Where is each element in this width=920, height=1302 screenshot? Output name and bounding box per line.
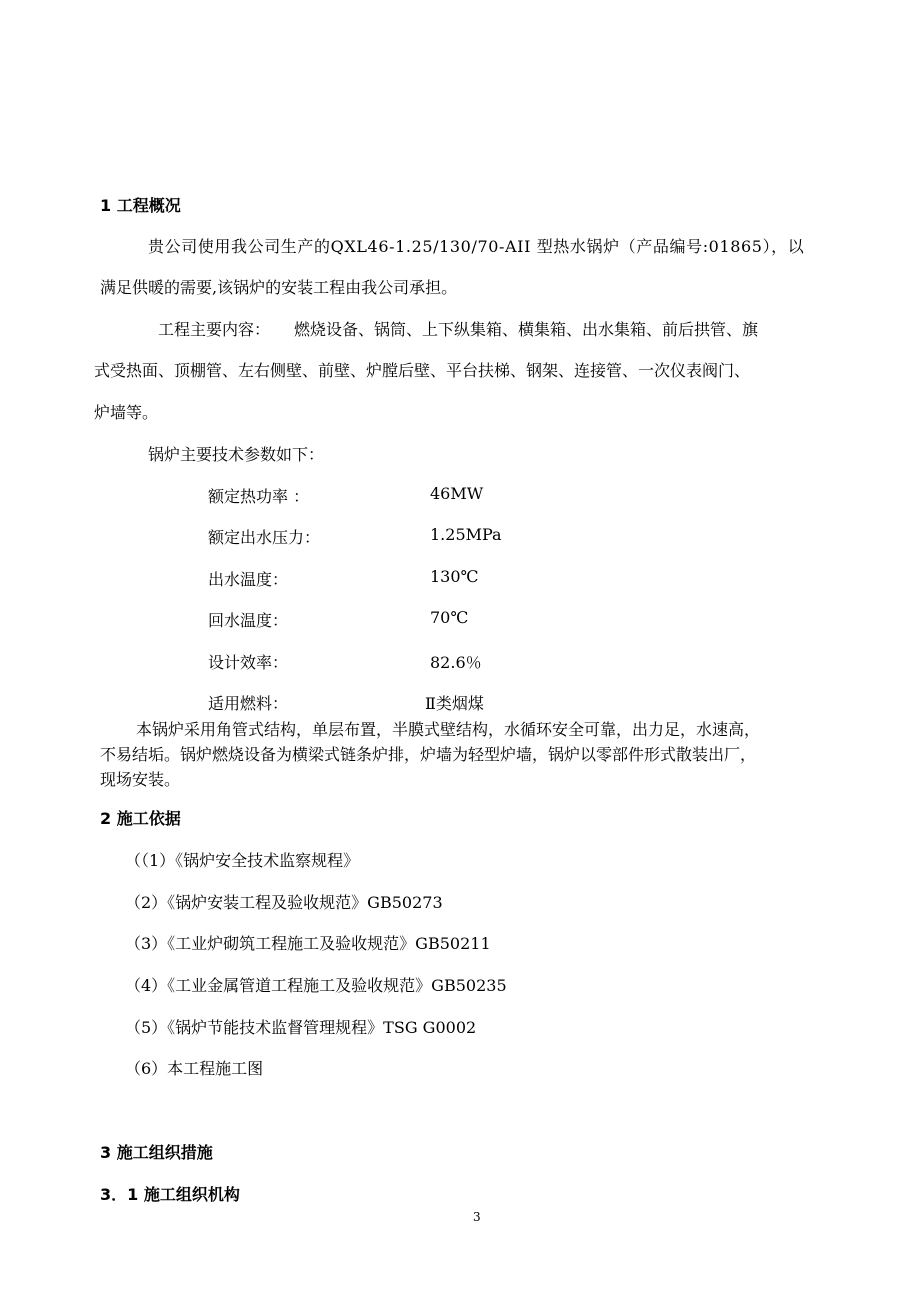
intro-paragraph-line-1: 贵公司使用我公司生产的QXL46-1.25/130/70-AII 型热水锅炉（产品编号:01865），以	[148, 237, 805, 256]
param-label: 回水温度：	[208, 611, 289, 630]
reference-item: （（1）《锅炉安全技术监察规程》	[125, 851, 360, 870]
param-label: 出水温度：	[208, 570, 289, 589]
param-value: 82.6％	[430, 653, 482, 672]
section-3-heading: 3 施工组织措施	[100, 1143, 213, 1162]
params-intro: 锅炉主要技术参数如下：	[148, 445, 325, 464]
param-label: 适用燃料：	[208, 694, 289, 713]
intro-paragraph-line-2: 满足供暖的需要,该锅炉的安装工程由我公司承担。	[100, 278, 458, 297]
section-2-heading: 2 施工依据	[100, 809, 181, 828]
param-label: 设计效率：	[208, 653, 289, 672]
param-label: 额定热功率 ：	[208, 487, 310, 506]
reference-item: （5）《锅炉节能技术监督管理规程》TSG G0002	[125, 1018, 477, 1037]
scope-line-2: 式受热面、顶棚管、左右侧壁、前壁、炉膛后壁、平台扶梯、钢架、连接管、一次仪表阀门、	[94, 361, 751, 380]
scope-line-1: 工程主要内容： 燃烧设备、锅筒、上下纵集箱、横集箱、出水集箱、前后拱管、旗	[158, 320, 759, 339]
structure-line-3: 现场安装。	[100, 770, 181, 789]
param-value: 1.25MPa	[430, 525, 502, 544]
param-value: 46MW	[430, 484, 484, 503]
section-1-heading: 1 工程概况	[100, 196, 181, 215]
param-value: 70℃	[430, 608, 469, 627]
reference-item: （4）《工业金属管道工程施工及验收规范》GB50235	[125, 976, 507, 995]
structure-line-1: 本锅炉采用角管式结构，单层布置，半膜式壁结构，水循环安全可靠，出力足，水速高，	[136, 720, 761, 739]
section-3-1-heading: 3．1 施工组织机构	[100, 1185, 240, 1204]
param-value: Ⅱ类烟煤	[425, 694, 484, 713]
reference-item: （2）《锅炉安装工程及验收规范》GB50273	[125, 893, 443, 912]
page-number: 3	[473, 1210, 481, 1224]
param-label: 额定出水压力：	[208, 528, 321, 547]
structure-line-2: 不易结垢。锅炉燃烧设备为横梁式链条炉排，炉墙为轻型炉墙，锅炉以零部件形式散装出厂，	[100, 745, 757, 764]
scope-line-3: 炉墙等。	[94, 403, 159, 422]
reference-item: （3）《工业炉砌筑工程施工及验收规范》GB50211	[125, 934, 491, 953]
reference-item: （6）本工程施工图	[125, 1059, 264, 1078]
param-value: 130℃	[430, 567, 479, 586]
